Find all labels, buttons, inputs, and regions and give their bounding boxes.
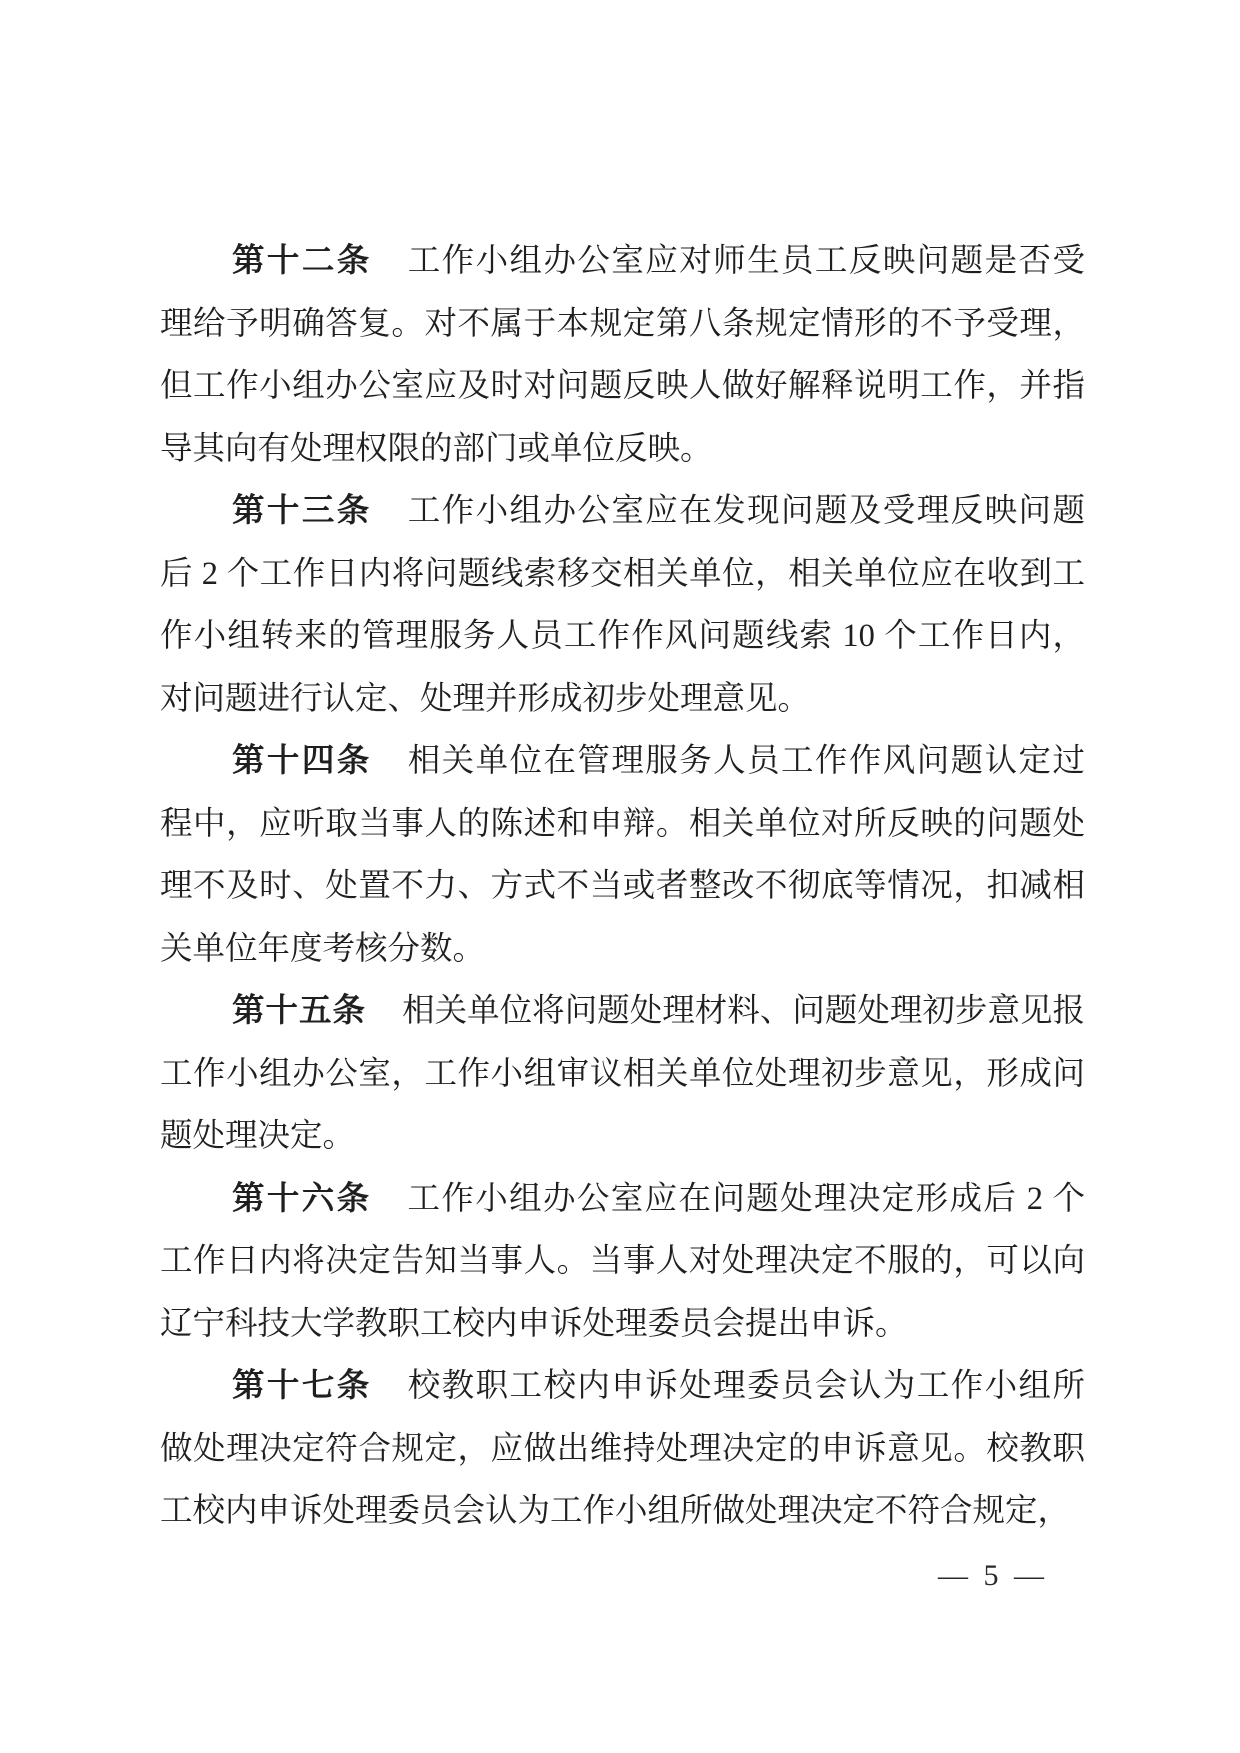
- line-text: 相关单位将问题处理材料、问题处理初步意见报: [402, 993, 1085, 1029]
- paragraph-line: 辽宁科技大学教职工校内申诉处理委员会提出申诉。: [160, 1305, 908, 1342]
- article-number: 第十四条: [232, 743, 372, 779]
- document-text: [160, 230, 1085, 1543]
- line-text: 工作小组办公室应在问题处理决定形成后 2 个: [407, 1180, 1085, 1217]
- paragraph-first-line: [160, 730, 1085, 793]
- paragraph-line: 作小组转来的管理服务人员工作作风问题线索 10 个工作日内，: [160, 618, 1085, 654]
- paragraph-line: 理不及时、处置不力、方式不当或者整改不彻底等情况，扣减相: [160, 868, 1085, 904]
- page-number: — 5 —: [938, 1559, 1048, 1592]
- paragraph-line: 关单位年度考核分数。: [160, 930, 486, 967]
- article-number: 第十三条: [232, 493, 372, 529]
- paragraph-line: 做处理决定符合规定，应做出维持处理决定的申诉意见。校教职: [160, 1430, 1085, 1467]
- paragraph-line: 工作日内将决定告知当事人。当事人对处理决定不服的，可以向: [160, 1243, 1085, 1279]
- line-text: 工作小组办公室应对师生员工反映问题是否受: [407, 243, 1085, 279]
- paragraph-first-line: [160, 980, 1085, 1043]
- line-text: 相关单位在管理服务人员工作作风问题认定过: [407, 743, 1085, 779]
- line-text: 校教职工校内申诉处理委员会认为工作小组所: [407, 1368, 1085, 1404]
- paragraph-first-line: [160, 1355, 1085, 1418]
- article-number: 第十六条: [232, 1180, 372, 1217]
- line-text: 工作小组办公室应在发现问题及受理反映问题: [407, 493, 1085, 529]
- paragraph-line: 理给予明确答复。对不属于本规定第八条规定情形的不予受理，: [160, 305, 1085, 342]
- article-number: 第十五条: [232, 993, 367, 1029]
- paragraph-line: 但工作小组办公室应及时对问题反映人做好解释说明工作，并指: [160, 368, 1085, 404]
- paragraph-first-line: [160, 1168, 1085, 1231]
- paragraph-line: 题处理决定。: [160, 1118, 356, 1154]
- paragraph-line: 工校内申诉处理委员会认为工作小组所做处理决定不符合规定，: [160, 1493, 1071, 1529]
- article-number: 第十二条: [232, 243, 372, 279]
- paragraph-line: 程中，应听取当事人的陈述和申辩。相关单位对所反映的问题处: [160, 805, 1085, 842]
- paragraph-first-line: [160, 480, 1085, 543]
- paragraph-line: 对问题进行认定、处理并形成初步处理意见。: [160, 680, 811, 717]
- paragraph-line: 后 2 个工作日内将问题线索移交相关单位，相关单位应在收到工: [160, 555, 1085, 592]
- paragraph-first-line: [160, 230, 1085, 293]
- paragraph-line: 导其向有处理权限的部门或单位反映。: [160, 430, 713, 467]
- paragraph-line: 工作小组办公室，工作小组审议相关单位处理初步意见，形成问: [160, 1055, 1085, 1092]
- article-number: 第十七条: [232, 1368, 372, 1404]
